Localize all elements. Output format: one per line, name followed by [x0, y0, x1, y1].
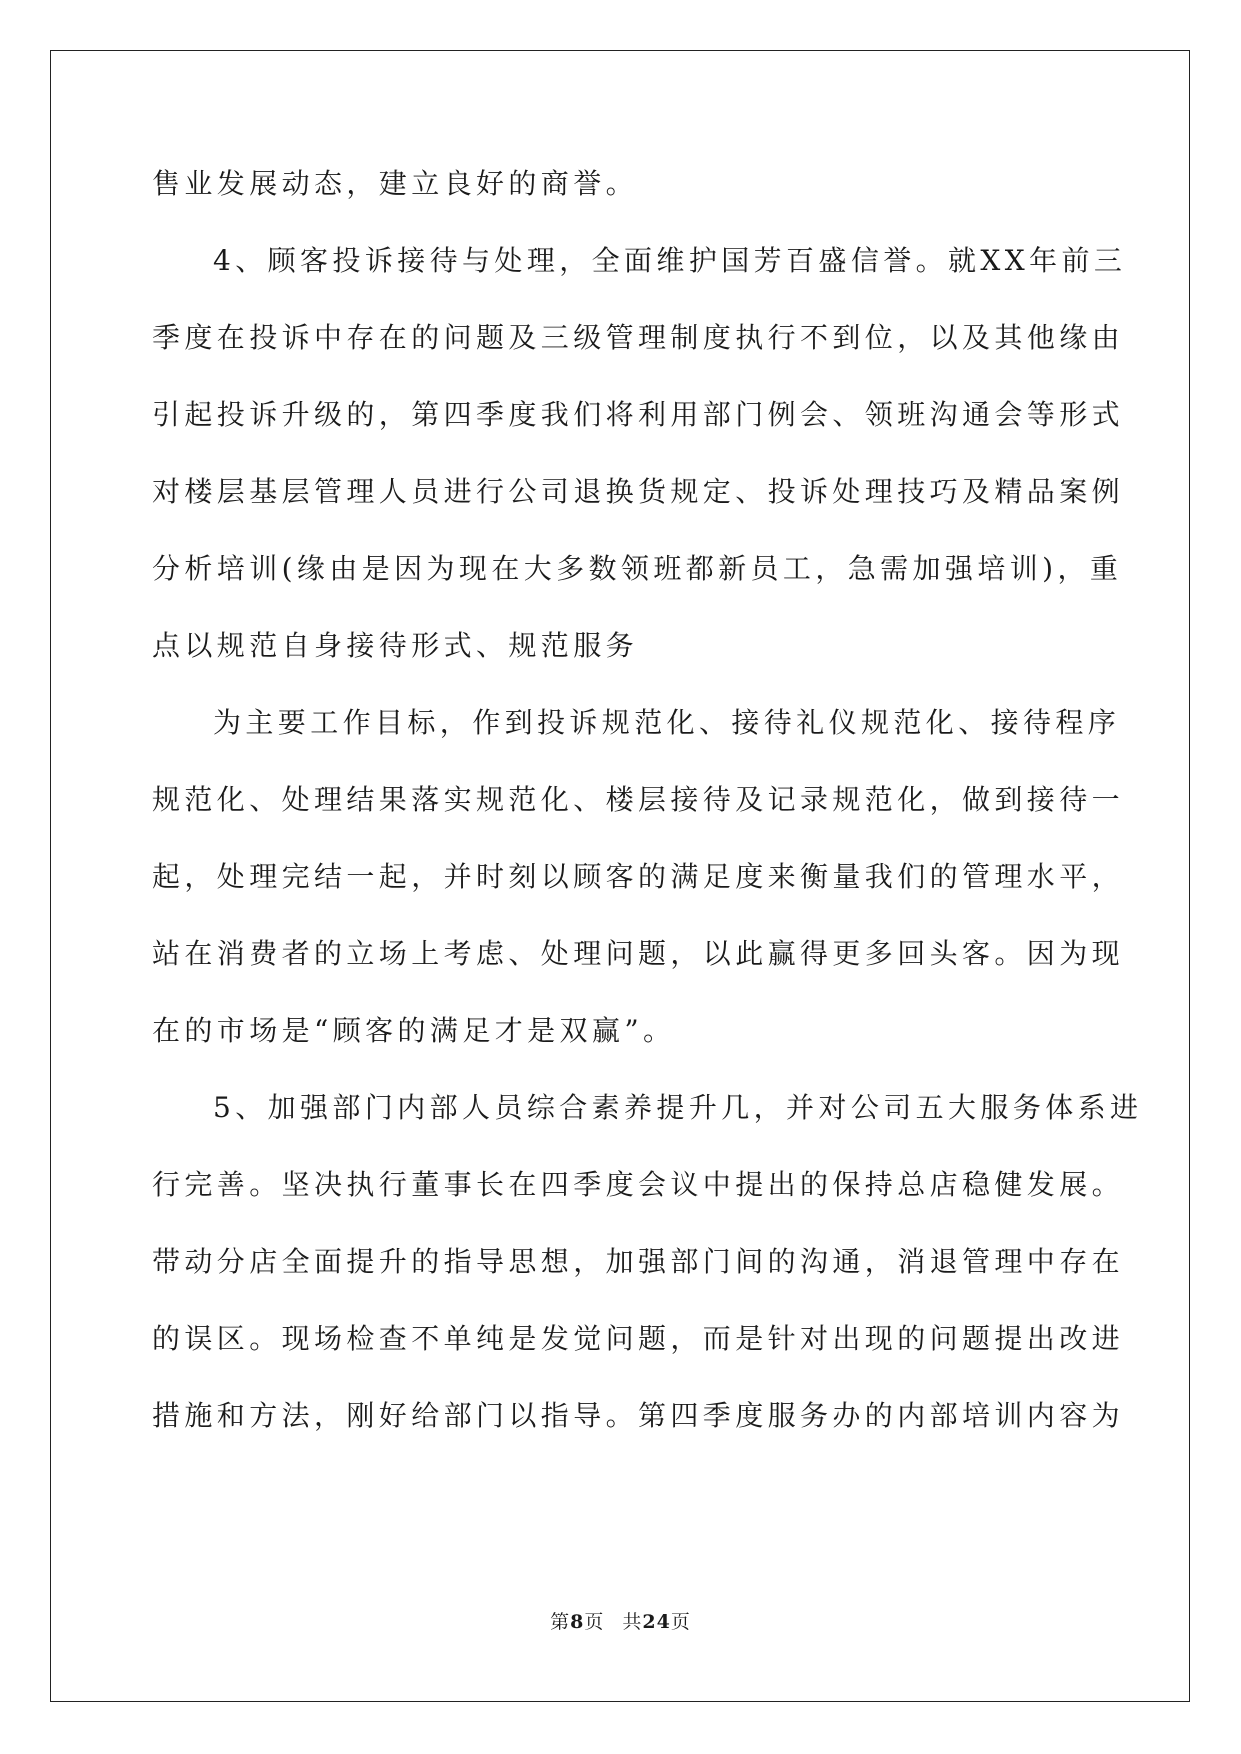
text-line: 季度在投诉中存在的问题及三级管理制度执行不到位，以及其他缘由: [152, 321, 1125, 354]
text-line: 起，处理完结一起，并时刻以顾客的满足度来衡量我们的管理水平，: [152, 860, 1125, 893]
footer-total-prefix: 共: [622, 1611, 643, 1633]
text-line: 规范化、处理结果落实规范化、楼层接待及记录规范化，做到接待一: [152, 783, 1125, 816]
footer-page-suffix: 页: [584, 1611, 605, 1633]
text-line: 行完善。坚决执行董事长在四季度会议中提出的保持总店稳健发展。: [152, 1168, 1125, 1201]
document-body: [152, 160, 1143, 1469]
text-line: 站在消费者的立场上考虑、处理问题，以此赢得更多回头客。因为现: [152, 937, 1125, 970]
text-line: 点以规范自身接待形式、规范服务: [152, 629, 639, 662]
total-page-count: 24: [642, 1611, 671, 1633]
current-page-number: 8: [570, 1611, 585, 1633]
text-line: 引起投诉升级的，第四季度我们将利用部门例会、领班沟通会等形式: [152, 398, 1125, 431]
text-line: 带动分店全面提升的指导思想，加强部门间的沟通，消退管理中存在: [152, 1245, 1125, 1278]
text-line: 的误区。现场检查不单纯是发觉问题，而是针对出现的问题提出改进: [152, 1322, 1125, 1355]
text-line: 5、加强部门内部人员综合素养提升几，并对公司五大服务体系进: [213, 1091, 1143, 1124]
text-line: 对楼层基层管理人员进行公司退换货规定、投诉处理技巧及精品案例: [152, 475, 1125, 508]
text-line: 在的市场是“顾客的满足才是双赢”。: [152, 1014, 676, 1047]
footer-total-suffix: 页: [670, 1611, 691, 1633]
text-line: 措施和方法，刚好给部门以指导。第四季度服务办的内部培训内容为: [152, 1399, 1125, 1432]
page-footer: [0, 1610, 1241, 1634]
text-line: 为主要工作目标，作到投诉规范化、接待礼仪规范化、接待程序: [213, 706, 1121, 739]
text-line: 4、顾客投诉接待与处理，全面维护国芳百盛信誉。就XX年前三: [213, 244, 1127, 277]
footer-prefix: 第: [550, 1611, 571, 1633]
text-line: 分析培训(缘由是因为现在大多数领班都新员工，急需加强培训)，重: [152, 552, 1123, 585]
text-line: 售业发展动态，建立良好的商誉。: [152, 167, 639, 200]
